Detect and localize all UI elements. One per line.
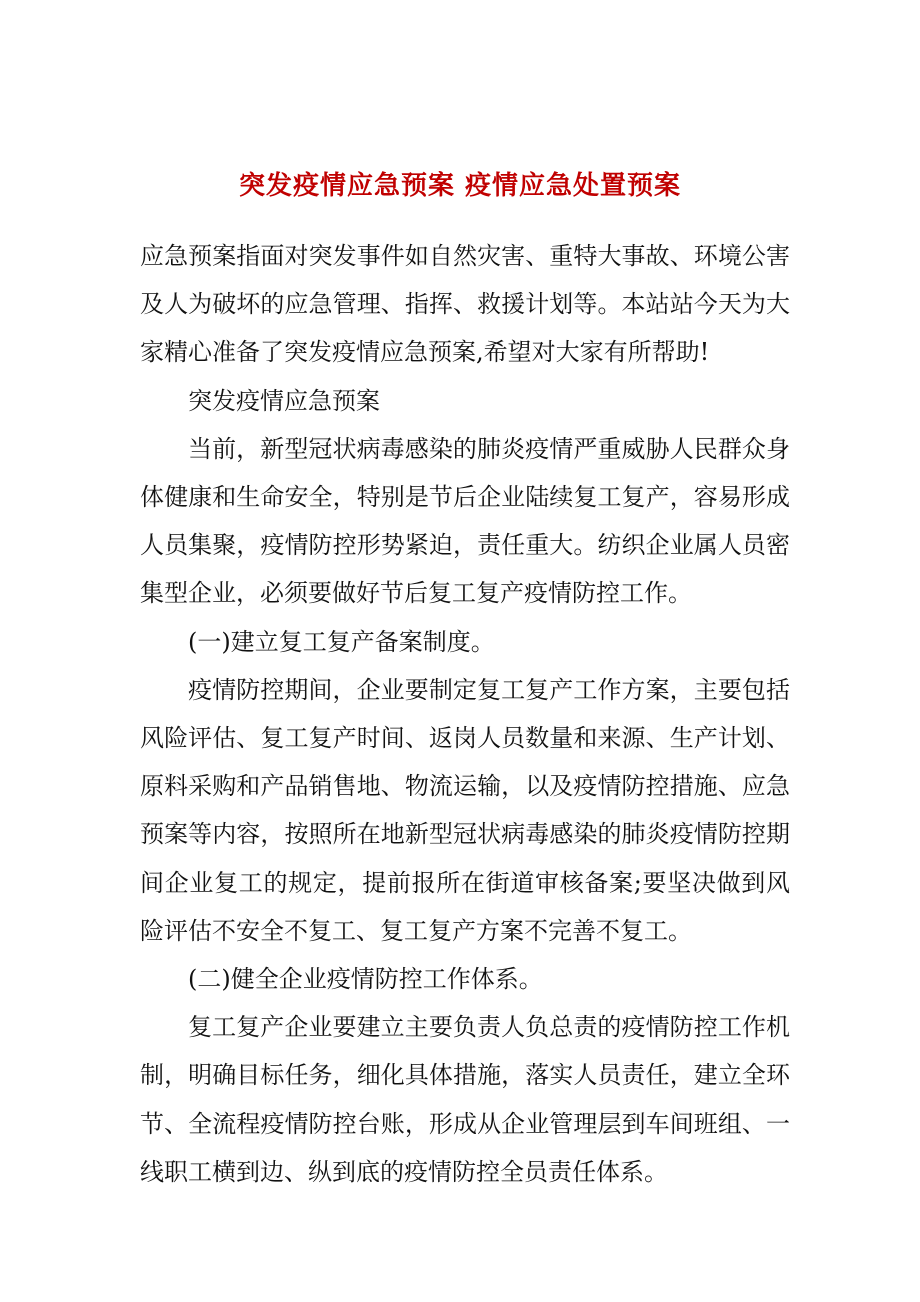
intro-paragraph: 应急预案指面对突发事件如自然灾害、重特大事故、环境公害及人为破坏的应急管理、指挥、救援计划等。本站站今天为大家精心准备了突发疫情应急预案,希望对大家有所帮助!	[140, 242, 790, 367]
body-paragraph: 疫情防控期间，企业要制定复工复产工作方案，主要包括风险评估、复工复产时间、返岗人员数量和来源、生产计划、原料采购和产品销售地、物流运输，以及疫情防控措施、应急预案等内容，按照所在地新型冠状病毒感染的肺炎疫情防控期间企业复工的规定，提前报所在街道审核备案;要坚决做到风险评估不安全不复工、复工复产方案不完善不复工。	[140, 675, 790, 945]
subsection-heading-1: (一)建立复工复产备案制度。	[188, 627, 495, 656]
subsection-heading-2: (二)健全企业疫情防控工作体系。	[188, 965, 543, 994]
body-paragraph: 复工复产企业要建立主要负责人负总责的疫情防控工作机制，明确目标任务，细化具体措施，落实人员责任，建立全环节、全流程疫情防控台账，形成从企业管理层到车间班组、一线职工横到边、纵到底的疫情防控全员责任体系。	[140, 1013, 790, 1186]
body-paragraph: 当前，新型冠状病毒感染的肺炎疫情严重威胁人民群众身体健康和生命安全，特别是节后企业陆续复工复产，容易形成人员集聚，疫情防控形势紧迫，责任重大。纺织企业属人员密集型企业，必须要做好节后复工复产疫情防控工作。	[140, 434, 790, 608]
document-title: 突发疫情应急预案 疫情应急处置预案	[238, 171, 682, 201]
document-body	[140, 232, 790, 1196]
section-heading: 突发疫情应急预案	[188, 386, 380, 415]
